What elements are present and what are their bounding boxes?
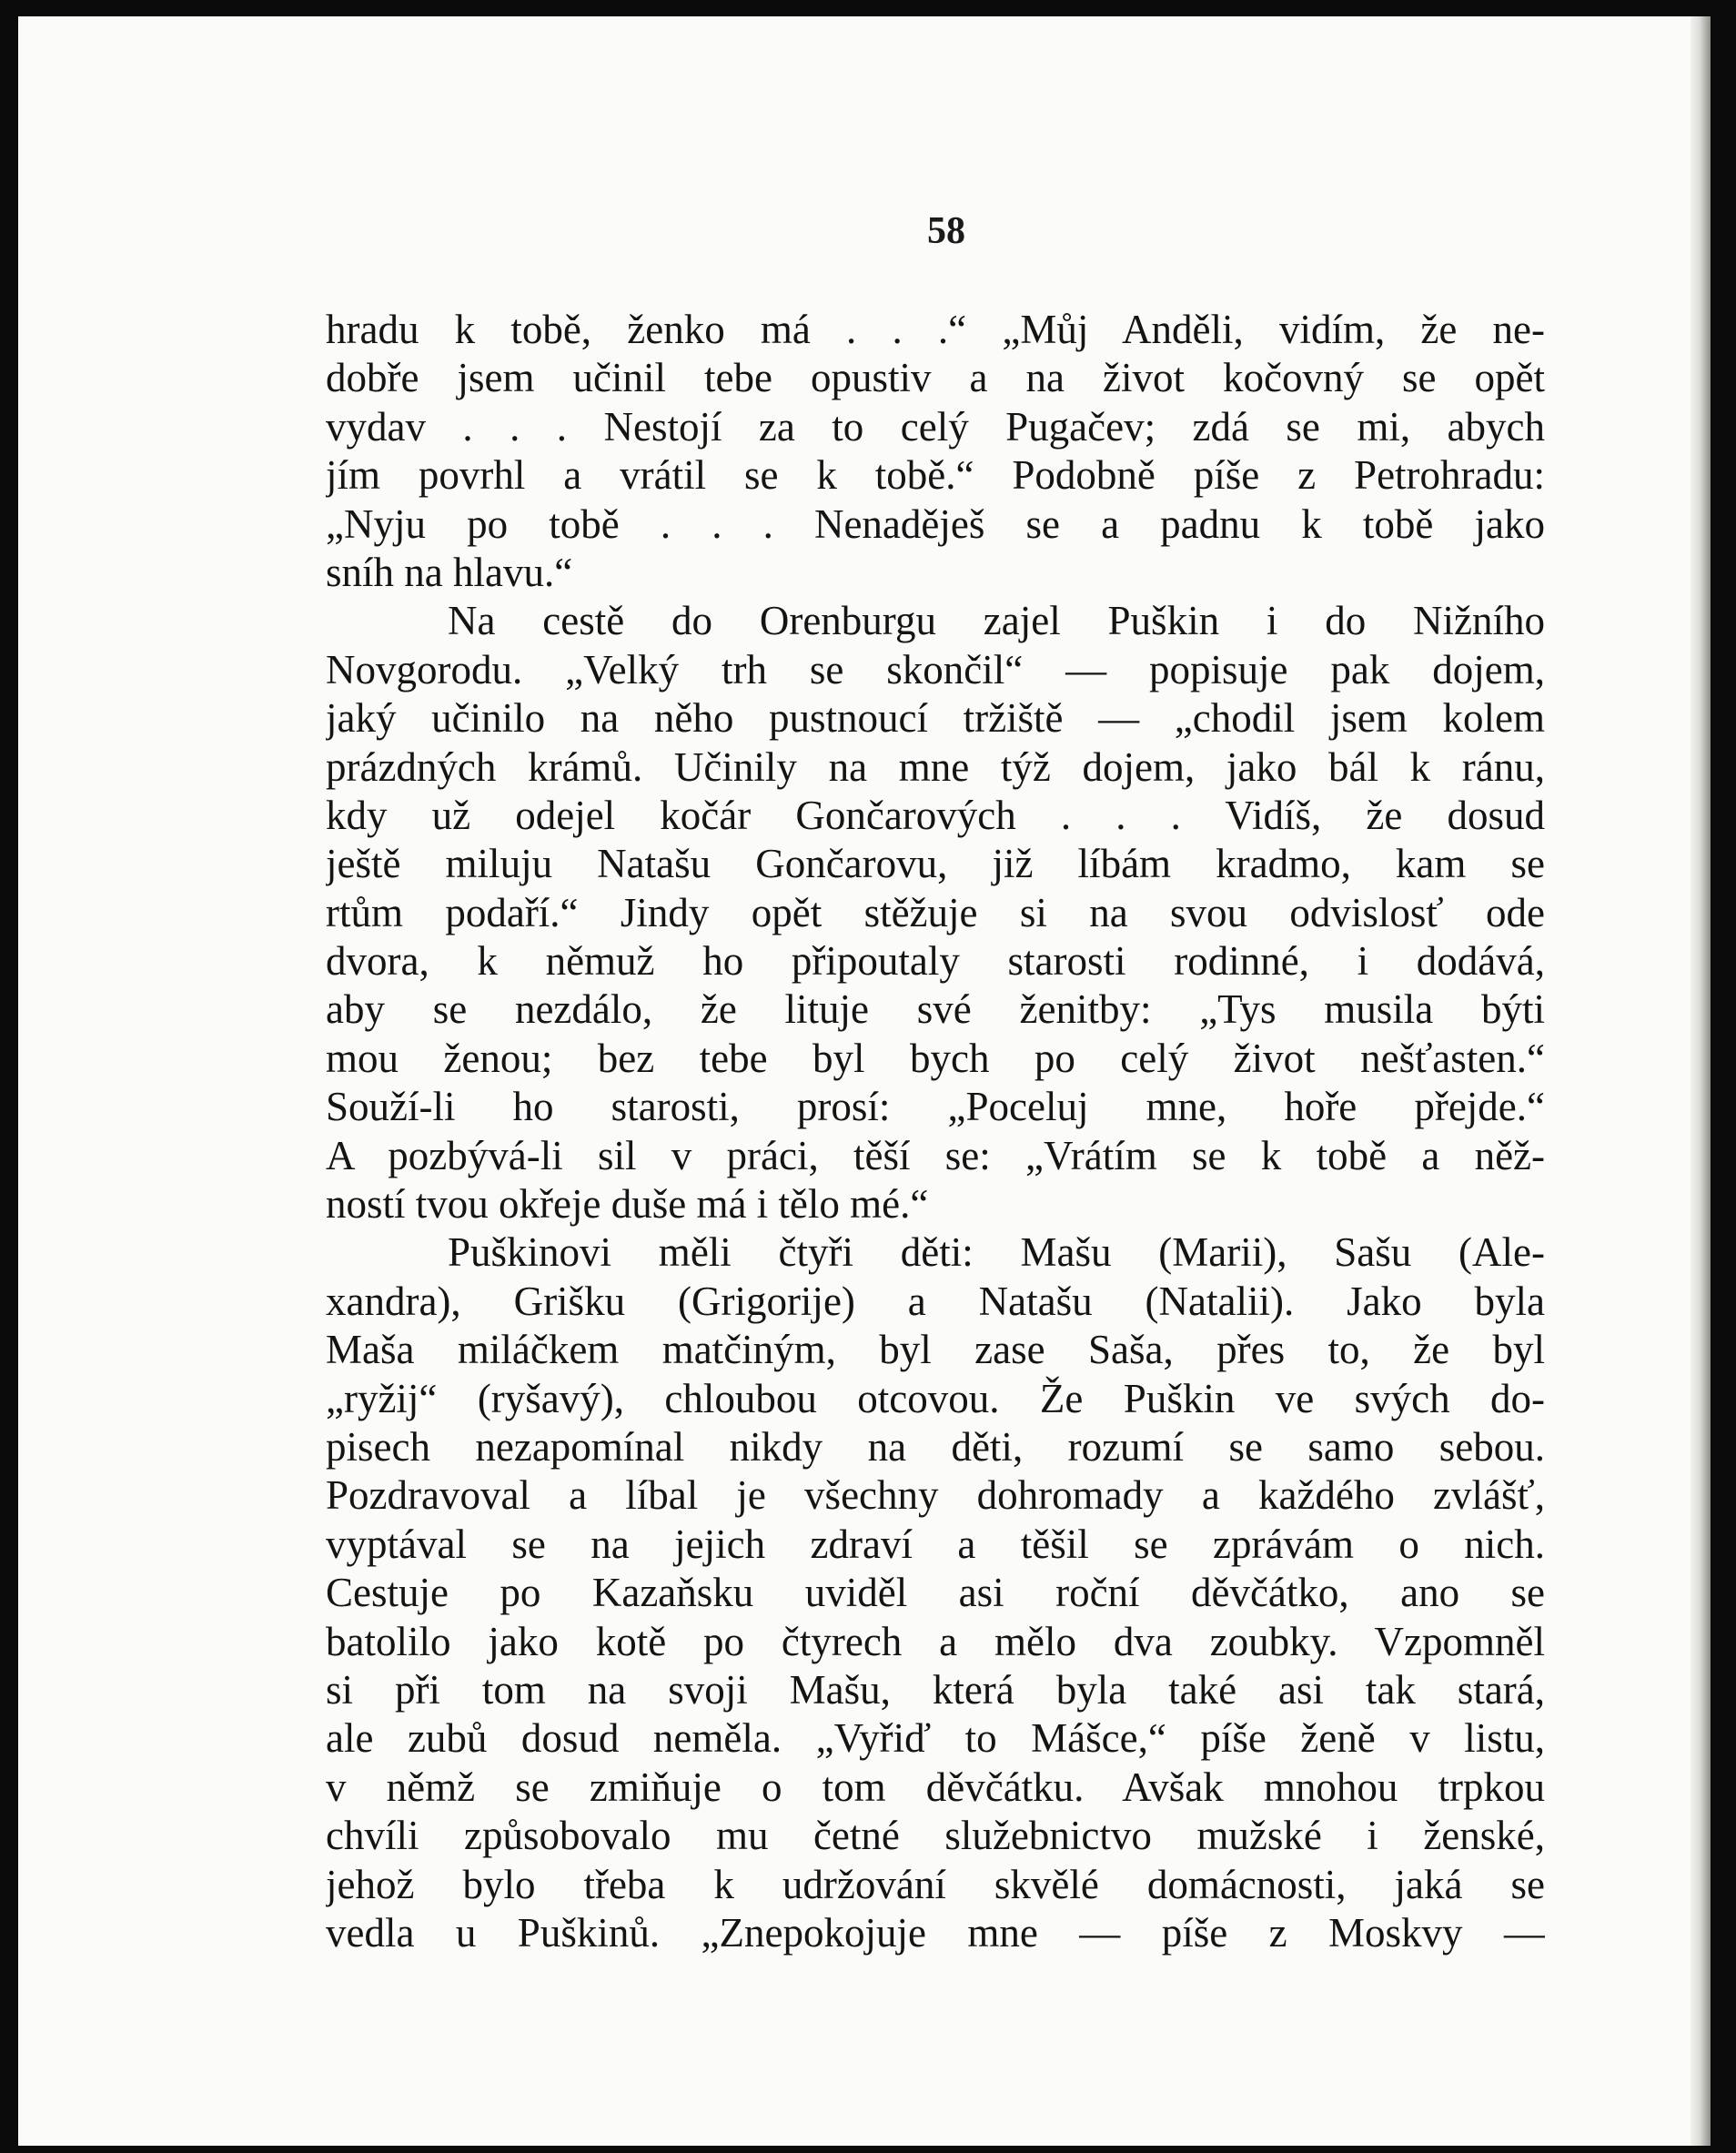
text-line: ještě miluju Natašu Gončarovu, již líbám kradmo, kam se [326, 841, 1545, 887]
text-line: ale zubů dosud neměla. „Vyřiď to Mášce,“ píše ženě v listu, [326, 1715, 1545, 1762]
text-line: xandra), Grišku (Grigorije) a Natašu (Natalii). Jako byla [326, 1278, 1545, 1324]
text-line: dvora, k němuž ho připoutaly starosti rodinné, i dodává, [326, 938, 1545, 985]
text-line: prázdných krámů. Učinily na mne týž dojem, jako bál k ránu, [326, 743, 1545, 790]
text-line: Pozdravoval a líbal je všechny dohromady a každého zvlášť, [326, 1472, 1545, 1519]
text-line: „ryžij“ (ryšavý), chloubou otcovou. Že Puškin ve svých do- [326, 1375, 1545, 1421]
text-line: chvíli způsobovalo mu četné služebnictvo mužské i ženské, [326, 1813, 1545, 1859]
text-line: A pozbývá-li sil v práci, těší se: „Vrátím se k tobě a něž- [326, 1132, 1545, 1178]
text-line: vydav . . . Nestojí za to celý Pugačev; zdá se mi, abych [326, 403, 1545, 450]
text-line: v němž se zmiňuje o tom děvčátku. Avšak mnohou trpkou [326, 1764, 1545, 1810]
page-spine-edge [1691, 16, 1711, 2146]
body-text [326, 306, 1545, 1957]
book-page [18, 16, 1711, 2146]
text-line: ností tvou okřeje duše má i tělo mé.“ [326, 1181, 929, 1228]
text-line: hradu k tobě, ženko má . . .“ „Můj Anděli, vidím, že ne- [326, 307, 1545, 352]
text-line: kdy už odejel kočár Gončarových . . . Vidíš, že dosud [326, 792, 1545, 838]
text-line: aby se nezdálo, že lituje své ženitby: „Tys musila býti [326, 986, 1545, 1033]
text-line: Novgorodu. „Velký trh se skončil“ — popisuje pak dojem, [326, 646, 1545, 692]
text-line: vyptával se na jejich zdraví a těšil se zprávám o nich. [326, 1521, 1545, 1567]
text-line: mou ženou; bez tebe byl bych po celý život nešťasten.“ [326, 1035, 1545, 1081]
text-line: si při tom na svoji Mašu, která byla také asi tak stará, [326, 1666, 1545, 1713]
text-line: Souží-li ho starosti, prosí: „Poceluj mne, hoře přejde.“ [326, 1084, 1545, 1130]
text-line: jím povrhl a vrátil se k tobě.“ Podobně píše z Petrohradu: [326, 452, 1545, 499]
text-line: Na cestě do Orenburgu zajel Puškin i do Nižního [448, 598, 1545, 644]
text-line: dobře jsem učinil tebe opustiv a na život kočovný se opět [326, 355, 1545, 401]
page-number: 58 [927, 210, 965, 252]
text-line: „Nyju po tobě . . . Nenaděješ se a padnu k tobě jako [326, 500, 1545, 547]
text-line: pisech nezapomínal nikdy na děti, rozumí se samo sebou. [326, 1423, 1545, 1470]
text-line: sníh na hlavu.“ [326, 549, 573, 595]
text-line: rtům podaří.“ Jindy opět stěžuje si na svou odvislosť ode [326, 889, 1545, 935]
text-line: Puškinovi měli čtyři děti: Mašu (Marii), Sašu (Ale- [448, 1229, 1545, 1276]
text-line: Cestuje po Kazaňsku uviděl asi roční děvčátko, ano se [326, 1570, 1545, 1616]
text-line: jaký učinilo na něho pustnoucí tržiště — „chodil jsem kolem [326, 695, 1545, 742]
text-line: vedla u Puškinů. „Znepokojuje mne — píše z Moskvy — [326, 1909, 1545, 1956]
text-line: Maša miláčkem matčiným, byl zase Saša, přes to, že byl [326, 1327, 1545, 1373]
text-line: jehož bylo třeba k udržování skvělé domácnosti, jaká se [326, 1861, 1545, 1907]
text-line: batolilo jako kotě po čtyrech a mělo dva zoubky. Vzpomněl [326, 1618, 1545, 1664]
